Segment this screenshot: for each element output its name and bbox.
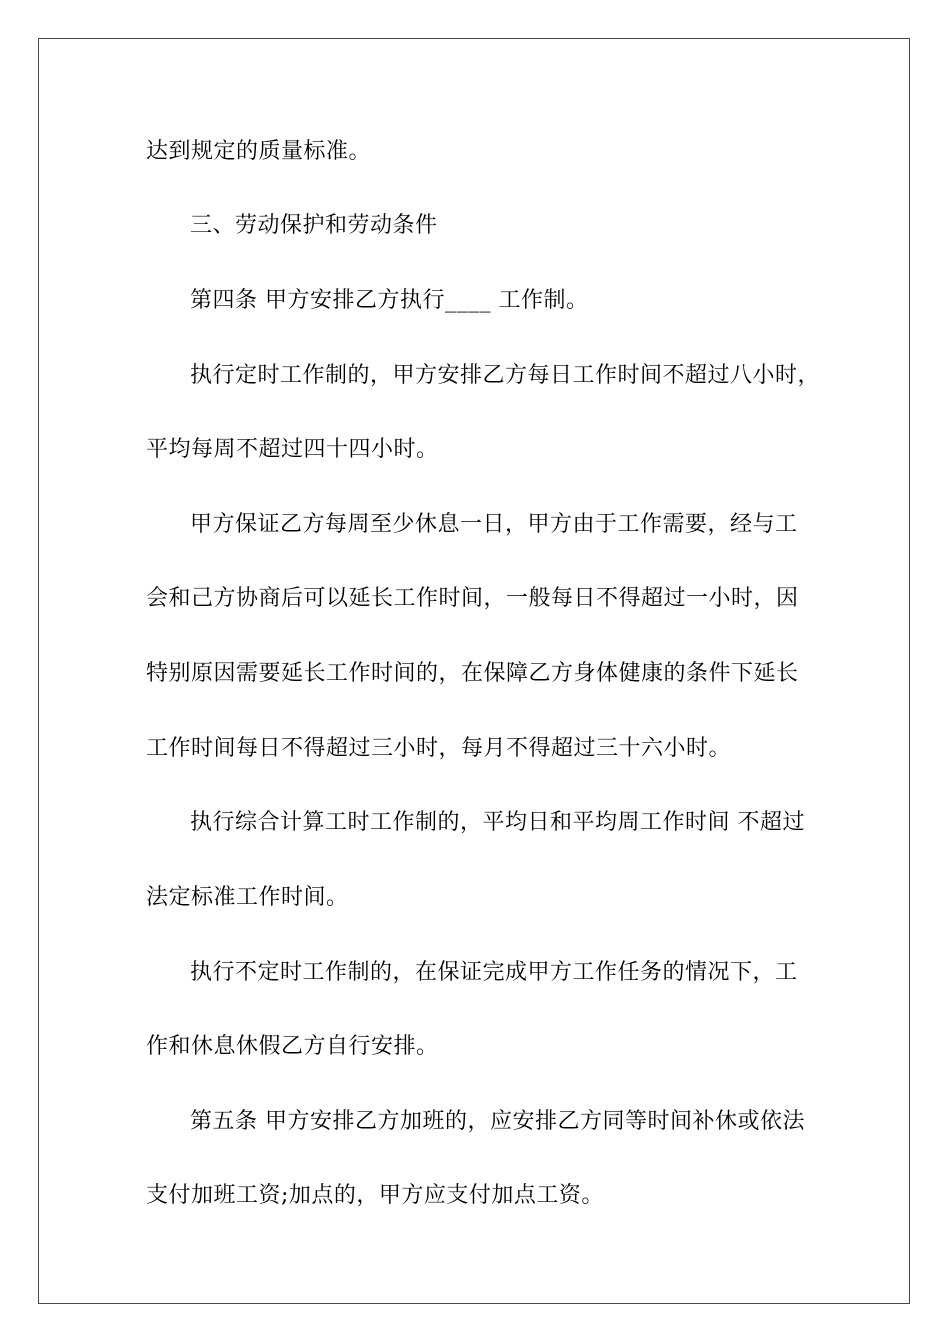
text-line: 平均每周不超过四十四小时。 bbox=[146, 437, 439, 462]
text-line: 特别原因需要延长工作时间的，在保障乙方身体健康的条件下延长 bbox=[146, 661, 799, 686]
section-heading: 三、劳动保护和劳动条件 bbox=[190, 213, 438, 238]
text-line: 达到规定的质量标准。 bbox=[146, 139, 372, 164]
article-heading: 第五条 甲方安排乙方加班的，应安排乙方同等时间补休或依法 bbox=[190, 1109, 805, 1134]
text-line: 工作时间每日不得超过三小时，每月不得超过三十六小时。 bbox=[146, 736, 732, 761]
text-line: 支付加班工资;加点的，甲方应支付加点工资。 bbox=[146, 1183, 604, 1208]
text-line: 执行不定时工作制的，在保证完成甲方工作任务的情况下，工 bbox=[190, 960, 798, 985]
text-line: 会和己方协商后可以延长工作时间，一般每日不得超过一小时，因 bbox=[146, 586, 799, 611]
text-line: 作和休息休假乙方自行安排。 bbox=[146, 1034, 439, 1059]
text-line: 执行综合计算工时工作制的，平均日和平均周工作时间 不超过 bbox=[190, 810, 805, 835]
text-line: 法定标准工作时间。 bbox=[146, 885, 349, 910]
text-line: 执行定时工作制的，甲方安排乙方每日工作时间不超过八小时， bbox=[190, 363, 821, 388]
text-line: 甲方保证乙方每周至少休息一日，甲方由于工作需要，经与工 bbox=[190, 512, 798, 537]
article-heading: 第四条 甲方安排乙方执行____ 工作制。 bbox=[190, 288, 589, 313]
